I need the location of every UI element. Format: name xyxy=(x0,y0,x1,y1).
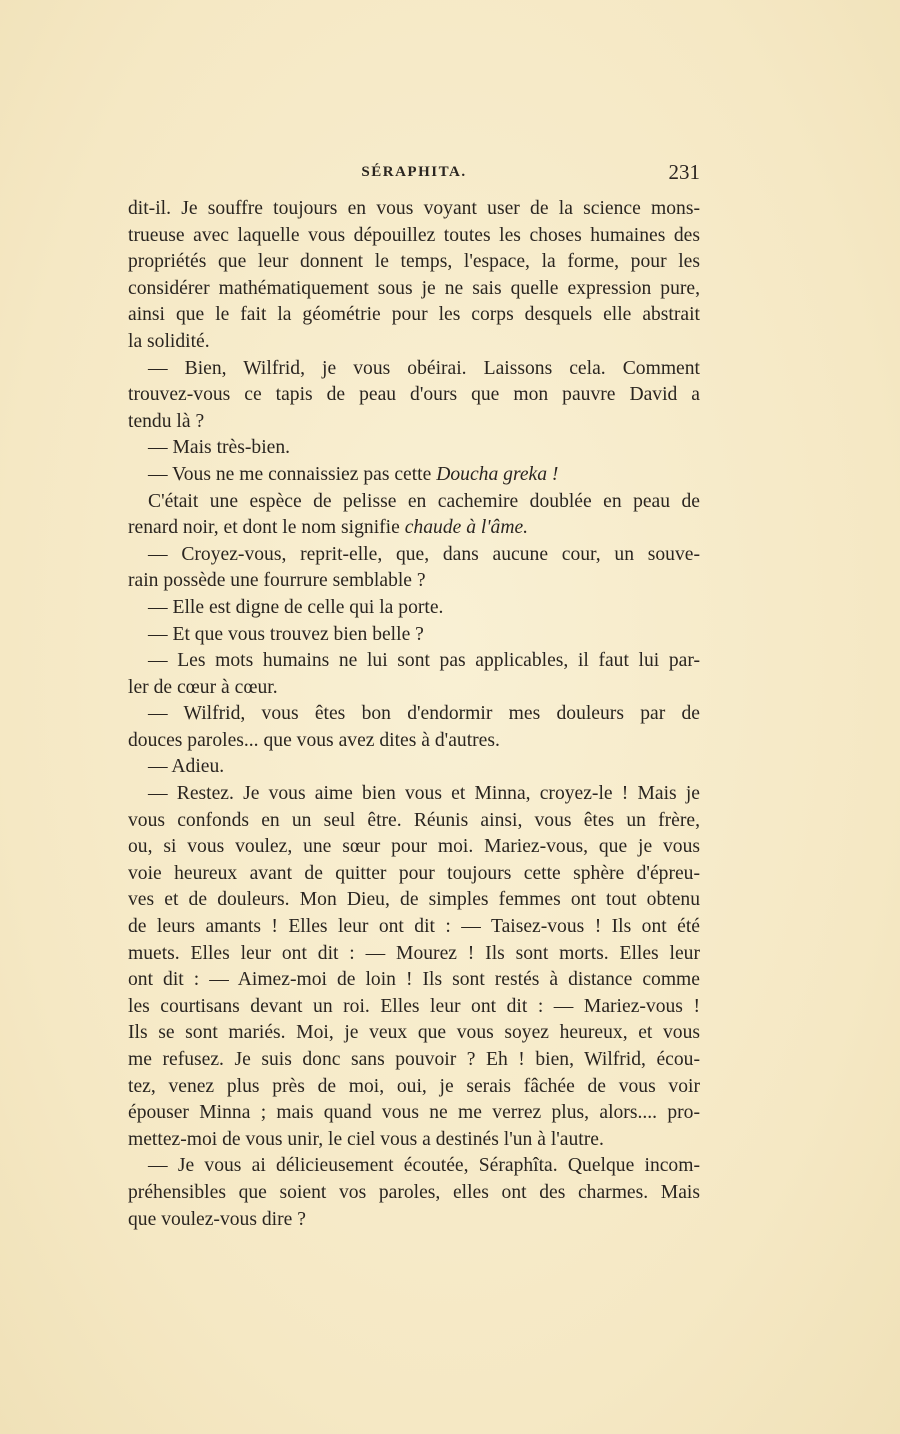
text-line: épouser Minna ; mais quand vous ne me verrez plus, alors.... pro- xyxy=(128,1102,700,1124)
text-line: trueuse avec laquelle vous dépouillez toutes les choses humaines des xyxy=(128,224,700,246)
text-line: trouvez-vous ce tapis de peau d'ours que mon pauvre David a xyxy=(128,384,700,406)
text-line: ont dit : — Aimez-moi de loin ! Ils sont restés à distance comme xyxy=(128,969,700,991)
text-line: Ils se sont mariés. Moi, je veux que vous soyez heureux, et vous xyxy=(128,1022,700,1044)
text-line: propriétés que leur donnent le temps, l'espace, la forme, pour les xyxy=(128,251,700,273)
text-line: — Bien, Wilfrid, je vous obéirai. Laissons cela. Comment xyxy=(148,357,700,379)
text-line: — Restez. Je vous aime bien vous et Minna, croyez-le ! Mais je xyxy=(148,783,700,805)
text-line: considérer mathématiquement sous je ne sais quelle expression pure, xyxy=(128,277,700,299)
text-line: — Les mots humains ne lui sont pas applicables, il faut lui par- xyxy=(148,650,700,672)
text-line: la solidité. xyxy=(128,330,210,352)
text-line: me refusez. Je suis donc sans pouvoir ? Eh ! bien, Wilfrid, écou- xyxy=(128,1049,700,1070)
text-line: muets. Elles leur ont dit : — Mourez ! Ils sont morts. Elles leur xyxy=(128,942,700,964)
text-line: préhensibles que soient vos paroles, elles ont des charmes. Mais xyxy=(128,1181,700,1203)
text-segment: renard noir, et dont le nom signifie xyxy=(128,517,405,539)
text-line: tez, venez plus près de moi, oui, je serais fâchée de vous voir xyxy=(128,1075,700,1097)
text-line xyxy=(128,462,700,489)
text-line xyxy=(128,515,700,542)
text-line: dit-il. Je souffre toujours en vous voyant user de la science mons- xyxy=(128,198,700,219)
text-line: C'était une espèce de pelisse en cachemire doublée en peau de xyxy=(148,490,700,512)
text-line: — Et que vous trouvez bien belle ? xyxy=(148,623,424,645)
page-header xyxy=(128,160,700,190)
text-line: tendu là ? xyxy=(128,410,205,432)
text-line: que voulez-vous dire ? xyxy=(128,1208,306,1230)
text-line: douces paroles... que vous avez dites à d'autres. xyxy=(128,729,500,751)
text-line: mettez-moi de vous unir, le ciel vous a destinés l'un à l'autre. xyxy=(128,1128,604,1150)
text-line: ler de cœur à cœur. xyxy=(128,676,278,698)
text-line: — Mais très-bien. xyxy=(148,437,291,459)
text-line: de leurs amants ! Elles leur ont dit : — Taisez-vous ! Ils ont été xyxy=(128,916,700,938)
text-line: — Adieu. xyxy=(148,756,225,778)
text-line: voie heureux avant de quitter pour toujours cette sphère d'épreu- xyxy=(128,862,700,884)
text-line: — Wilfrid, vous êtes bon d'endormir mes douleurs par de xyxy=(148,703,700,725)
text-line: ou, si vous voulez, une sœur pour moi. Mariez-vous, que je vous xyxy=(128,836,700,858)
text-line: ves et de douleurs. Mon Dieu, de simples femmes ont tout obtenu xyxy=(128,889,700,911)
italic-phrase: chaude à l'âme. xyxy=(404,517,529,539)
text-line: rain possède une fourrure semblable ? xyxy=(128,570,426,592)
italic-phrase: Doucha greka ! xyxy=(436,463,559,485)
text-line: vous confonds en un seul être. Réunis ainsi, vous êtes un frère, xyxy=(128,809,700,831)
text-line: — Croyez-vous, reprit-elle, que, dans aucune cour, un souve- xyxy=(148,543,700,565)
running-title: SÉRAPHITA. xyxy=(361,164,467,180)
text-line: — Elle est digne de celle qui la porte. xyxy=(148,596,444,618)
body-text xyxy=(128,196,700,1233)
text-segment: — Vous ne me connaissiez pas cette xyxy=(148,463,437,485)
text-line: — Je vous ai délicieusement écoutée, Séraphîta. Quelque incom- xyxy=(148,1155,700,1177)
page-number: 231 xyxy=(668,160,700,184)
text-line: les courtisans devant un roi. Elles leur ont dit : — Mariez-vous ! xyxy=(128,995,700,1017)
text-line: ainsi que le fait la géométrie pour les corps desquels elle abstrait xyxy=(128,304,700,326)
